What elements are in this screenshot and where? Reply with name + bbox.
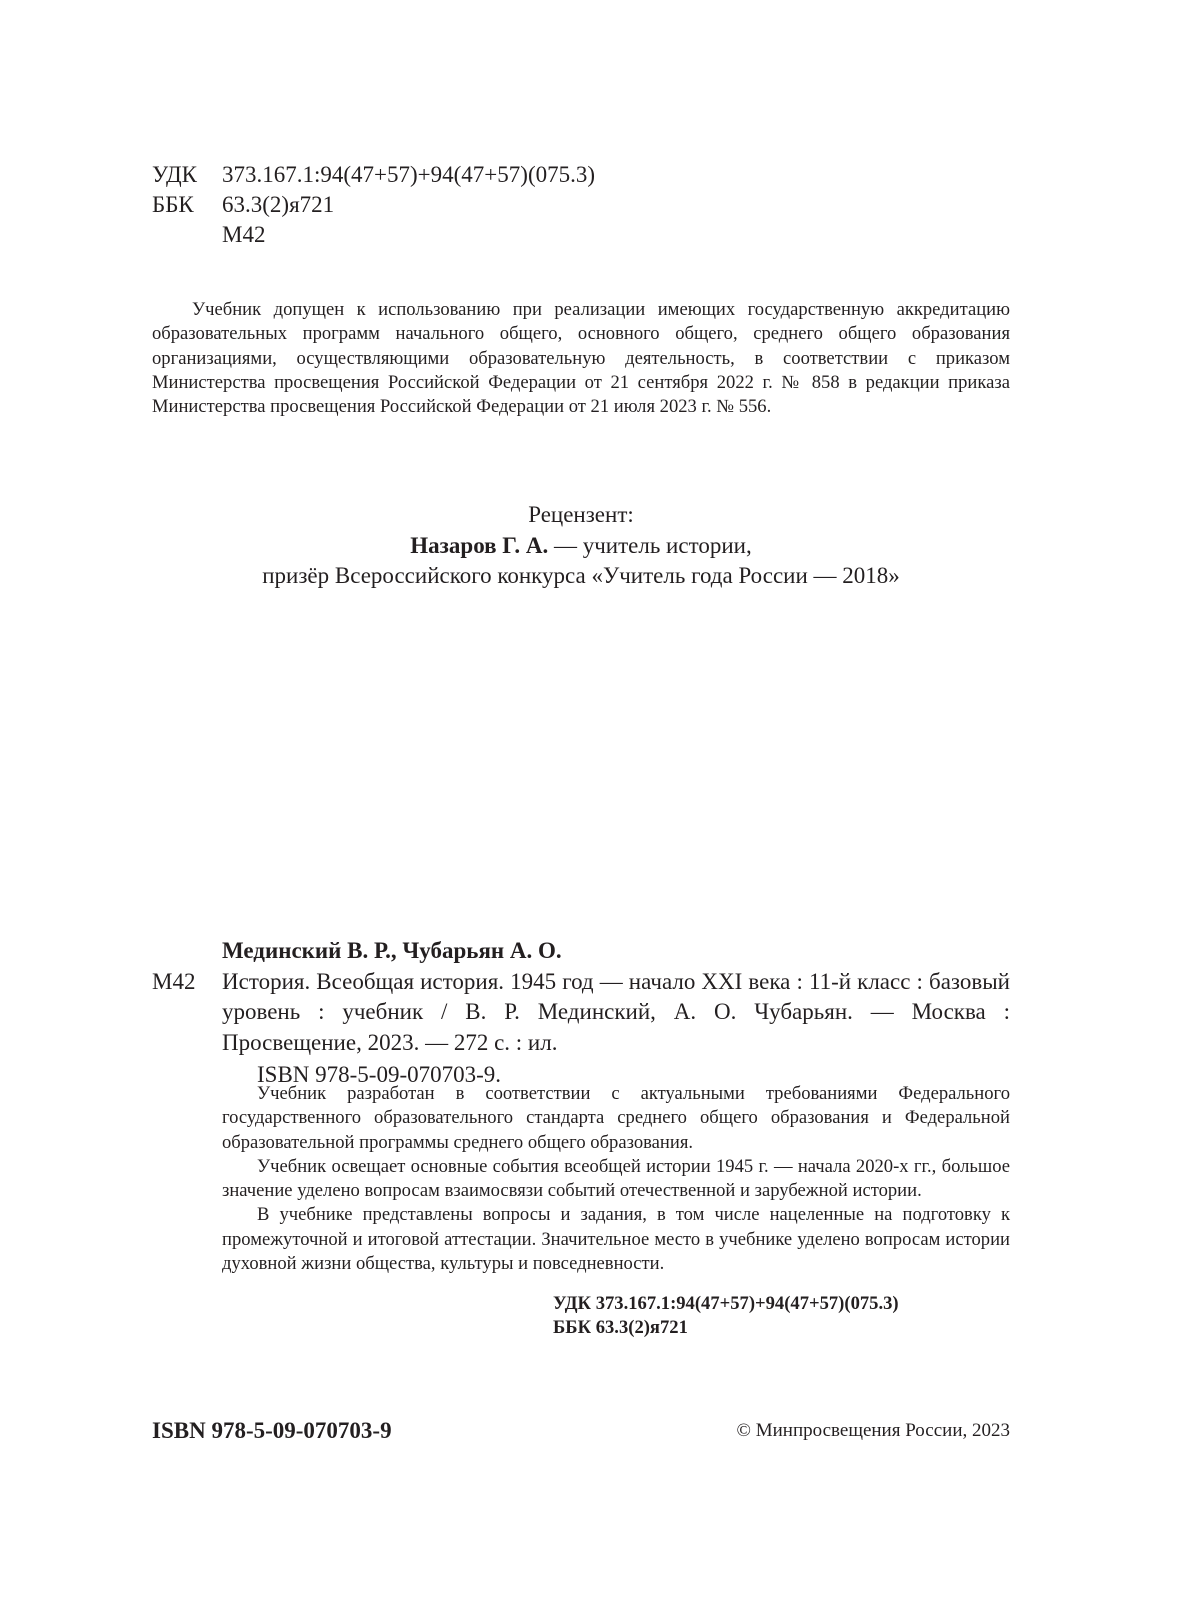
catalog-record <box>152 936 1010 1091</box>
reviewer-block <box>152 500 1010 592</box>
approval-notice: Учебник допущен к использованию при реализации имеющих государственную аккредитацию образовательных программ начального общего, основного общего, среднего общего образования организациями, осуществляющими образовательную деятельность, в соответствии с приказом Министерства просвещения Российской Федерации от 21 сентября 2022 г. № 858 в редакции приказа Министерства просвещения Российской Федерации от 21 июля 2023 г. № 556. <box>152 299 1010 418</box>
bbk-row <box>152 190 595 220</box>
bibliographic-description: История. Всеобщая история. 1945 год — начало XXI века : 11-й класс : базовый уровень : учебник / В. Р. Мединский, А. О. Чубарьян. — Москва : Просвещение, 2023. — 272 с. : ил. <box>222 968 1010 1055</box>
author-mark-row <box>152 220 595 250</box>
bbk-full: ББК 63.3(2)я721 <box>553 1317 688 1339</box>
reviewer-award: призёр Всероссийского конкурса «Учитель года России — 2018» <box>262 563 900 588</box>
reviewer-line <box>152 531 1010 562</box>
copyright-notice: © Минпросвещения России, 2023 <box>736 1420 1010 1441</box>
bbk-value: 63.3(2)я721 <box>222 192 335 217</box>
reviewer-name: Назаров Г. А. <box>410 532 549 558</box>
classification-header <box>152 160 595 250</box>
annotation-paragraph: Учебник разработан в соответствии с актуальными требованиями Федерального государственного образовательного стандарта среднего общего образования и Федеральной образовательной программы среднего общего образования. <box>222 1083 1010 1153</box>
author-mark: М42 <box>222 222 266 247</box>
catalog-isbn: ISBN 978-5-09-070703-9. <box>257 1062 502 1087</box>
udk-full: УДК 373.167.1:94(47+57)+94(47+57)(075.3) <box>553 1293 899 1314</box>
bbk-label: ББК <box>152 192 194 217</box>
bibliographic-row <box>152 967 1010 1059</box>
udk-value: 373.167.1:94(47+57)+94(47+57)(075.3) <box>222 162 596 187</box>
udk-row <box>152 160 595 190</box>
annotation-paragraph: В учебнике представлены вопросы и задания, в том числе нацеленные на подготовку к промежуточной и итоговой аттестации. Значительное место в учебнике уделено вопросам истории духовной жизни общества, культуры и повседневности. <box>222 1204 1010 1275</box>
classification-footer <box>553 1292 899 1341</box>
udk-label: УДК <box>152 162 197 187</box>
footer-isbn: ISBN 978-5-09-070703-9 <box>152 1418 392 1443</box>
reviewer-heading: Рецензент: <box>528 502 634 527</box>
catalog-authors: Мединский В. Р., Чубарьян А. О. <box>222 938 562 963</box>
reviewer-role: — учитель истории, <box>548 532 752 558</box>
catalog-code: М42 <box>152 968 196 994</box>
annotation-paragraph: Учебник освещает основные события всеобщей истории 1945 г. — начала 2020-х гг., большое значение уделено вопросам взаимосвязи событий отечественной и зарубежной истории. <box>222 1155 1010 1202</box>
annotation <box>222 1082 1010 1276</box>
